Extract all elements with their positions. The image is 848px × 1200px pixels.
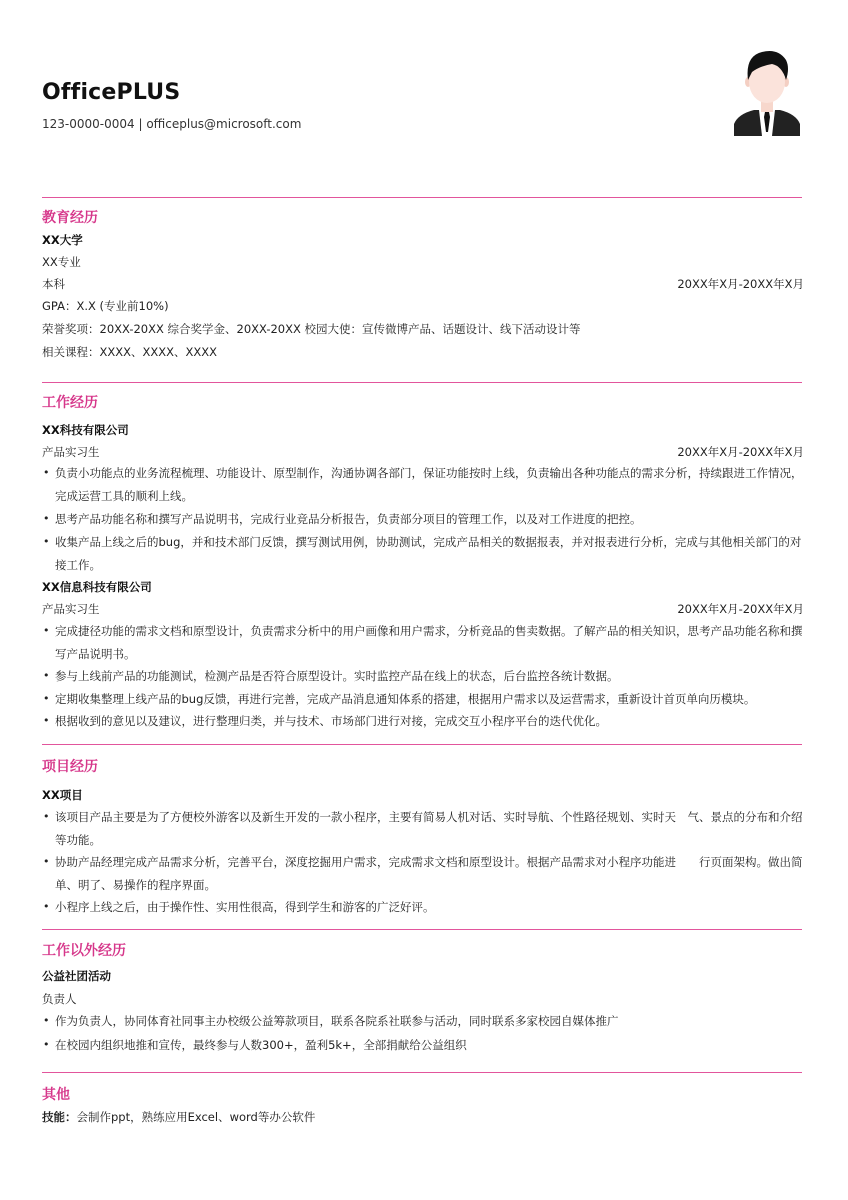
project-bullet: • 该项目产品主要是为了方便校外游客以及新生开发的一款小程序，主要有简易人机对话、实时导航、个性路径规划、实时天 气、景点的分布和介绍等功能。 bbox=[42, 806, 812, 851]
job-bullet: • 定期收集整理上线产品的bug反馈，再进行完善，完成产品消息通知体系的搭建，根据用户需求以及运营需求，重新设计首页单向历模块。 bbox=[42, 688, 812, 711]
job-role: 产品实习生 bbox=[42, 445, 100, 459]
job-date: 20XX年X月-20XX年X月 bbox=[677, 602, 804, 616]
section-divider bbox=[42, 1072, 802, 1073]
activity-bullet: • 作为负责人，协同体育社同事主办校级公益筹款项目，联系各院系社联参与活动，同时联系多家校园自媒体推广 bbox=[42, 1010, 812, 1033]
degree: 本科 bbox=[42, 277, 65, 291]
major: XX专业 bbox=[42, 255, 81, 269]
organization-name: 公益社团活动 bbox=[42, 969, 111, 983]
candidate-name: OfficePLUS bbox=[42, 80, 181, 105]
company-name: XX科技有限公司 bbox=[42, 423, 129, 437]
skills-label: 技能： bbox=[42, 1110, 77, 1124]
job-bullet: • 参与上线前产品的功能测试，检测产品是否符合原型设计。实时监控产品在线上的状态，后台监控各统计数据。 bbox=[42, 665, 812, 688]
activity-bullet: • 在校园内组织地推和宣传，最终参与人数300+，盈利5k+，全部捐献给公益组织 bbox=[42, 1034, 812, 1057]
job-bullet: • 负责小功能点的业务流程梳理、功能设计、原型制作，沟通协调各部门，保证功能按时上线，负责输出各种功能点的需求分析，持续跟进工作情况，完成运营工具的顺利上线。 bbox=[42, 462, 812, 507]
section-divider bbox=[42, 197, 802, 198]
company-name: XX信息科技有限公司 bbox=[42, 580, 152, 594]
job-date: 20XX年X月-20XX年X月 bbox=[677, 445, 804, 459]
section-divider bbox=[42, 929, 802, 930]
avatar-photo bbox=[732, 44, 802, 136]
other-section-title: 其他 bbox=[42, 1087, 70, 1103]
job-role: 产品实习生 bbox=[42, 602, 100, 616]
contact-info: 123-0000-0004 | officeplus@microsoft.com bbox=[42, 117, 302, 131]
courses: 相关课程：XXXX、XXXX、XXXX bbox=[42, 345, 218, 359]
job-bullet: • 完成捷径功能的需求文档和原型设计，负责需求分析中的用户画像和用户需求，分析竞品的售卖数据。了解产品的相关知识，思考产品功能名称和撰写产品说明书。 bbox=[42, 620, 812, 665]
project-name: XX项目 bbox=[42, 788, 83, 802]
job-bullet: • 根据收到的意见以及建议，进行整理归类，并与技术、市场部门进行对接，完成交互小程序平台的迭代优化。 bbox=[42, 710, 812, 733]
projects-section-title: 项目经历 bbox=[42, 759, 98, 775]
school-name: XX大学 bbox=[42, 233, 83, 247]
section-divider bbox=[42, 744, 802, 745]
skills-line bbox=[42, 1109, 315, 1125]
education-section-title: 教育经历 bbox=[42, 210, 98, 226]
honors: 荣誉奖项：20XX-20XX 综合奖学金、20XX-20XX 校园大使：宣传微博产品、话题设计、线下活动设计等 bbox=[42, 322, 581, 336]
gpa: GPA：X.X (专业前10%) bbox=[42, 299, 169, 313]
job-bullet: • 收集产品上线之后的bug，并和技术部门反馈，撰写测试用例，协助测试，完成产品相关的数据报表，并对报表进行分析，完成与其他相关部门的对接工作。 bbox=[42, 531, 812, 576]
organization-role: 负责人 bbox=[42, 992, 77, 1006]
other-experience-section-title: 工作以外经历 bbox=[42, 943, 126, 959]
project-bullet: • 小程序上线之后，由于操作性、实用性很高，得到学生和游客的广泛好评。 bbox=[42, 896, 812, 919]
education-date: 20XX年X月-20XX年X月 bbox=[677, 277, 804, 291]
project-bullet: • 协助产品经理完成产品需求分析，完善平台，深度挖掘用户需求，完成需求文档和原型设计。根据产品需求对小程序功能进 行页面架构。做出简单、明了、易操作的程序界面。 bbox=[42, 851, 812, 896]
job-bullet: • 思考产品功能名称和撰写产品说明书，完成行业竞品分析报告，负责部分项目的管理工作，以及对工作进度的把控。 bbox=[42, 508, 812, 531]
skills-text: 会制作ppt，熟练应用Excel、word等办公软件 bbox=[76, 1110, 316, 1124]
work-section-title: 工作经历 bbox=[42, 395, 98, 411]
section-divider bbox=[42, 382, 802, 383]
